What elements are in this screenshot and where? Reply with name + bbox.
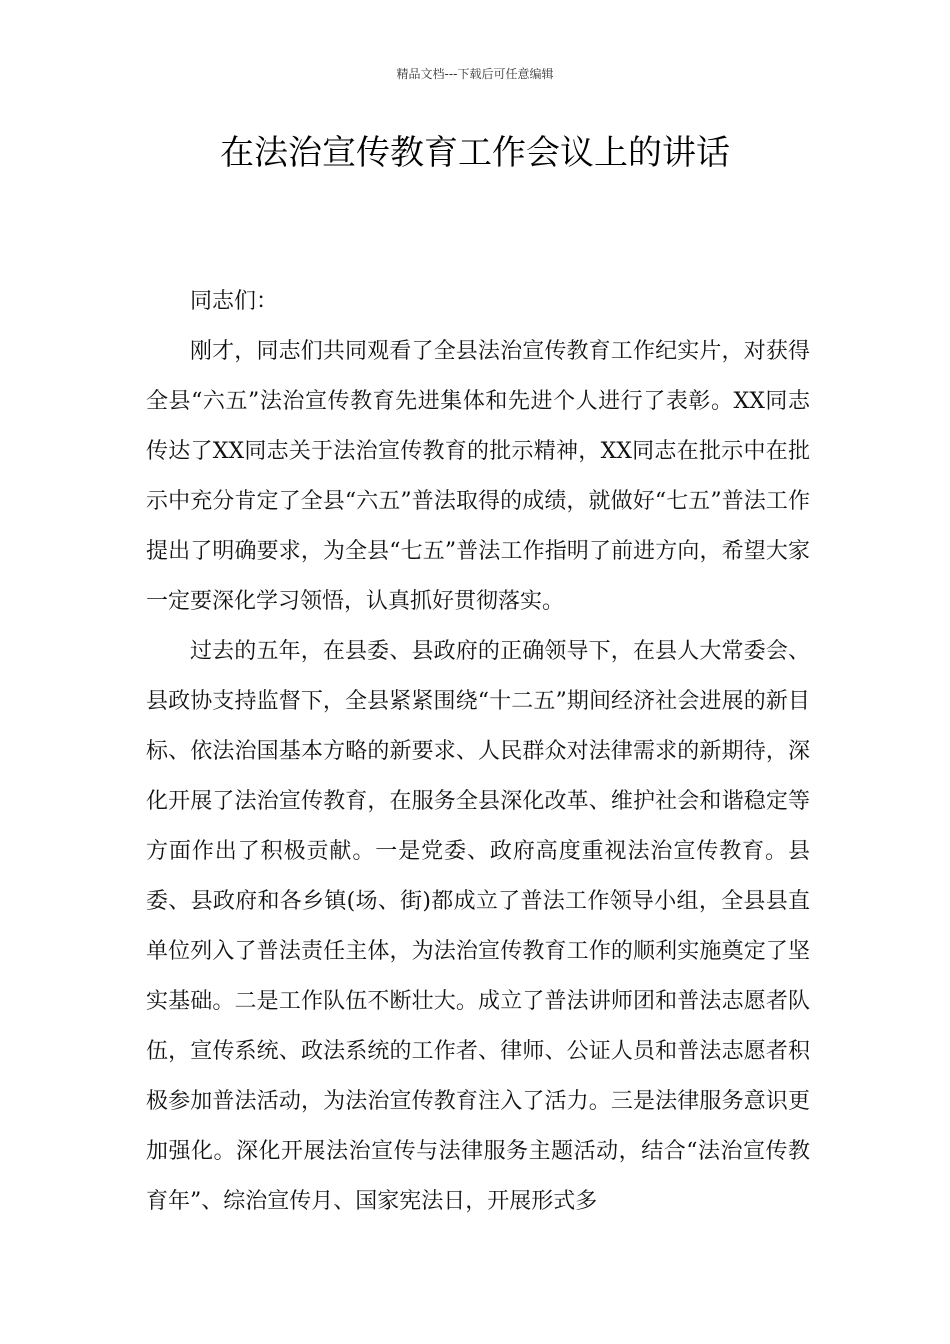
- document-body: [146, 277, 810, 1227]
- page-header-note: 精品文档---下载后可任意编辑: [396, 67, 554, 81]
- document-title: 在法治宣传教育工作会议上的讲话: [220, 133, 730, 173]
- paragraph-2: 过去的五年，在县委、县政府的正确领导下，在县人大常委会、县政协支持监督下，全县紧紧围绕“十二五”期间经济社会进展的新目标、依法治国基本方略的新要求、人民群众对法律需求的新期待，深化开展了法治宣传教育，在服务全县深化改革、维护社会和谐稳定等方面作出了积极贡献。一是党委、政府高度重视法治宣传教育。县委、县政府和各乡镇(场、街)都成立了普法工作领导小组，全县县直单位列入了普法责任主体，为法治宣传教育工作的顺利实施奠定了坚实基础。二是工作队伍不断壮大。成立了普法讲师团和普法志愿者队伍，宣传系统、政法系统的工作者、律师、公证人员和普法志愿者积极参加普法活动，为法治宣传教育注入了活力。三是法律服务意识更加强化。深化开展法治宣传与法律服务主题活动，结合“法治宣传教育年”、综治宣传月、国家宪法日，开展形式多: [146, 639, 810, 1214]
- salutation: 同志们：: [190, 289, 279, 314]
- paragraph-1: 刚才，同志们共同观看了全县法治宣传教育工作纪实片，对获得全县“六五”法治宣传教育先进集体和先进个人进行了表彰。XX同志传达了XX同志关于法治宣传教育的批示精神，XX同志在批示中在批示中充分肯定了全县“六五”普法取得的成绩，就做好“七五”普法工作提出了明确要求，为全县“七五”普法工作指明了前进方向，希望大家一定要深化学习领悟，认真抓好贯彻落实。: [146, 339, 810, 614]
